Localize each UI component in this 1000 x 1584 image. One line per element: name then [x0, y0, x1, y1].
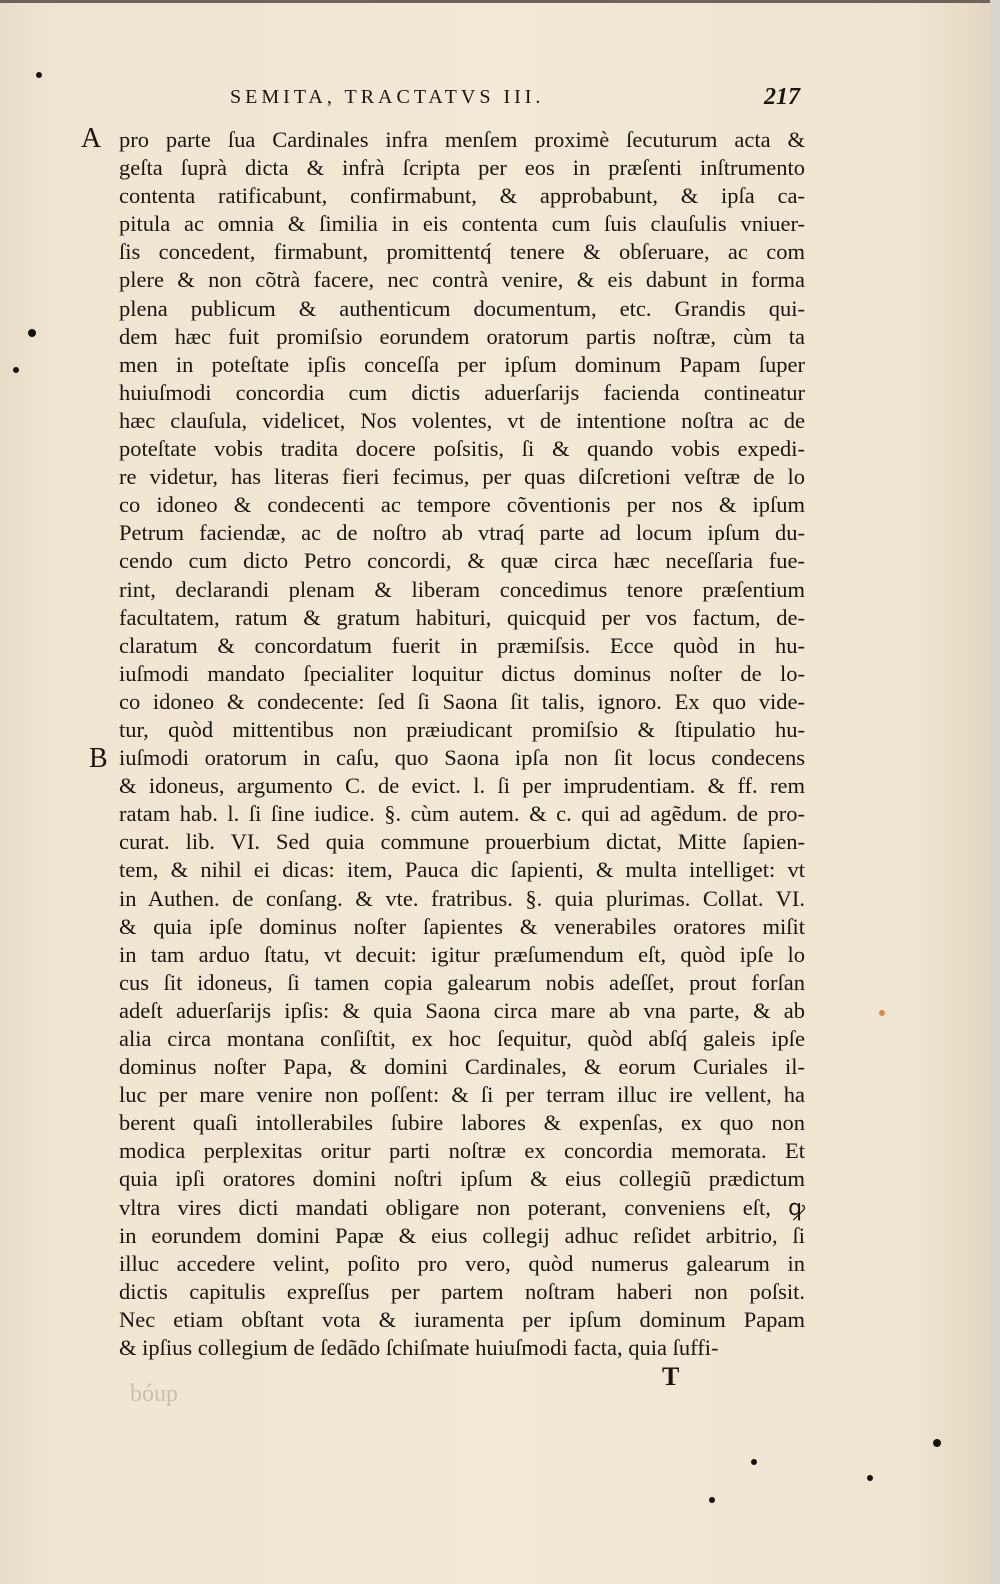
text-line: & idoneus, argumento C. de evict. l. ſi per imprudentiam. & ff. rem	[119, 773, 805, 799]
text-line: iuſmodi oratorum in caſu, quo Saona ipſa non ſit locus condecens	[119, 745, 805, 771]
text-line: dictis capitulis expreſſus per partem noſtram haberi non poſsit.	[119, 1278, 805, 1304]
text-line: poteſtate vobis tradita docere poſsitis, ſi & quando vobis expedi-	[119, 436, 805, 462]
text-line: ſis concedent, firmabunt, promittentq́ tenere & obſeruare, ac com	[119, 239, 805, 265]
ink-spot	[933, 1439, 941, 1447]
top-edge-line	[0, 0, 990, 3]
text-line: co idoneo & condecenti ac tempore cõventionis per nos & ipſum	[119, 492, 805, 518]
signature-mark: T	[662, 1362, 680, 1391]
text-line: men in poteſtate ipſis conceſſa per ipſum dominum Papam ſuper	[119, 351, 805, 377]
ink-spot	[879, 1010, 885, 1016]
margin-marker-b: B	[89, 743, 108, 774]
text-line: & ipſius collegium de ſedãdo ſchiſmate huiuſmodi facta, quia ſuffi-	[119, 1335, 719, 1361]
ink-spot	[28, 329, 36, 337]
text-line: modica perplexitas oritur parti noſtræ ex concordia memorata. Et	[119, 1138, 805, 1164]
text-line: tur, quòd mittentibus non præiudicant promiſsio & ſtipulatio hu-	[119, 716, 805, 742]
text-line: claratum & concordatum fuerit in præmiſsis. Ecce quòd in hu-	[119, 632, 805, 658]
ink-spot	[751, 1459, 757, 1465]
text-line: re videtur, has literas fieri fecimus, per quas diſcretioni veſtræ de lo	[119, 464, 805, 490]
text-line: rint, declarandi plenam & liberam concedimus tenore præſentium	[119, 576, 805, 602]
text-line: plere & non cõtrà facere, nec contrà venire, & eis dabunt in forma	[119, 267, 805, 293]
main-text	[119, 126, 805, 1362]
text-line: pro parte ſua Cardinales infra menſem proximè ſecuturum acta &	[119, 127, 805, 152]
text-line: illuc accedere velint, poſito pro vero, quòd numerus galearum in	[119, 1250, 805, 1276]
text-line: in Authen. de conſang. & vte. fratribus. §. quia plurimas. Collat. VI.	[119, 885, 805, 911]
ink-spot	[867, 1475, 873, 1481]
text-line: & quia ipſe dominus noſter ſapientes & venerabiles oratores miſit	[119, 913, 805, 939]
text-line: pitula ac omnia & ſimilia in eis contenta cum ſuis clauſulis vniuer-	[119, 211, 805, 237]
text-line: plena publicum & authenticum documentum, etc. Grandis qui-	[119, 295, 805, 321]
folio-number: 217	[764, 84, 800, 110]
text-line: Nec etiam obſtant vota & iuramenta per ipſum dominum Papam	[119, 1306, 805, 1332]
running-head	[230, 86, 800, 116]
text-line: vltra vires dicti mandati obligare non poterant, conveniens eſt, ꝙ	[119, 1194, 805, 1220]
text-line: in eorundem domini Papæ & eius collegij adhuc reſidet arbitrio, ſi	[119, 1222, 805, 1248]
faint-bleedthrough-text: bóup	[130, 1381, 178, 1407]
margin-marker-a: A	[81, 123, 102, 154]
text-line: Petrum faciendæ, ac de noſtro ab vtraq́ parte ad locum ipſum du-	[119, 520, 805, 546]
text-line: adeſt aduerſarijs ipſis: & quia Saona circa mare ab vna parte, & ab	[119, 997, 805, 1023]
text-line: ratam hab. l. ſi ſine iudice. §. cùm autem. & c. qui ad agẽdum. de pro-	[119, 801, 805, 827]
running-title: SEMITA, TRACTATVS III.	[230, 86, 545, 108]
text-line: luc per mare venire non poſſent: & ſi per terram illuc ire vellent, ha	[119, 1082, 805, 1108]
ink-spot	[36, 72, 42, 78]
text-line: facultatem, ratum & gratum habituri, quicquid per vos factum, de-	[119, 604, 805, 630]
ink-spot	[13, 367, 19, 373]
text-line: curat. lib. VI. Sed quia commune prouerbium dictat, Mitte ſapien-	[119, 829, 805, 855]
text-line: berent quaſi intollerabiles ſubire labores & expenſas, ex quo non	[119, 1110, 805, 1136]
text-line: in tam arduo ſtatu, vt decuit: igitur præſumendum eſt, quòd ipſe lo	[119, 941, 805, 967]
text-line: tem, & nihil ei dicas: item, Pauca dic ſapienti, & multa intelliget: vt	[119, 857, 805, 883]
text-line: iuſmodi mandato ſpecialiter loquitur dictus dominus noſter de lo-	[119, 660, 805, 686]
text-line: huiuſmodi concordia cum dictis aduerſarijs facienda contineatur	[119, 379, 805, 405]
text-line: alia circa montana conſiſtit, ex hoc ſequitur, quòd abſq́ galeis ipſe	[119, 1026, 805, 1051]
ink-spot	[709, 1497, 715, 1503]
text-line: dominus noſter Papa, & domini Cardinales, & eorum Curiales il-	[119, 1054, 805, 1080]
text-line: quia ipſi oratores domini noſtri ipſum & eius collegiũ prædictum	[119, 1166, 805, 1192]
text-line: geſta ſuprà dicta & infrà ſcripta per eos in præſenti inſtrumento	[119, 155, 805, 181]
text-line: dem hæc fuit promiſsio eorundem oratorum partis noſtræ, cùm ta	[119, 323, 805, 349]
text-line: cus ſit idoneus, ſi tamen copia galearum nobis adeſſet, prout forſan	[119, 969, 805, 995]
text-line: hæc clauſula, videlicet, Nos volentes, vt de intentione noſtra ac de	[119, 407, 805, 433]
text-line: cendo cum dicto Petro concordi, & quæ circa hæc neceſſaria fue-	[119, 548, 805, 574]
text-line: co idoneo & condecente: ſed ſi Saona ſit talis, ignoro. Ex quo vide-	[119, 688, 805, 714]
text-line: contenta ratificabunt, confirmabunt, & approbabunt, & ipſa ca-	[119, 183, 805, 209]
